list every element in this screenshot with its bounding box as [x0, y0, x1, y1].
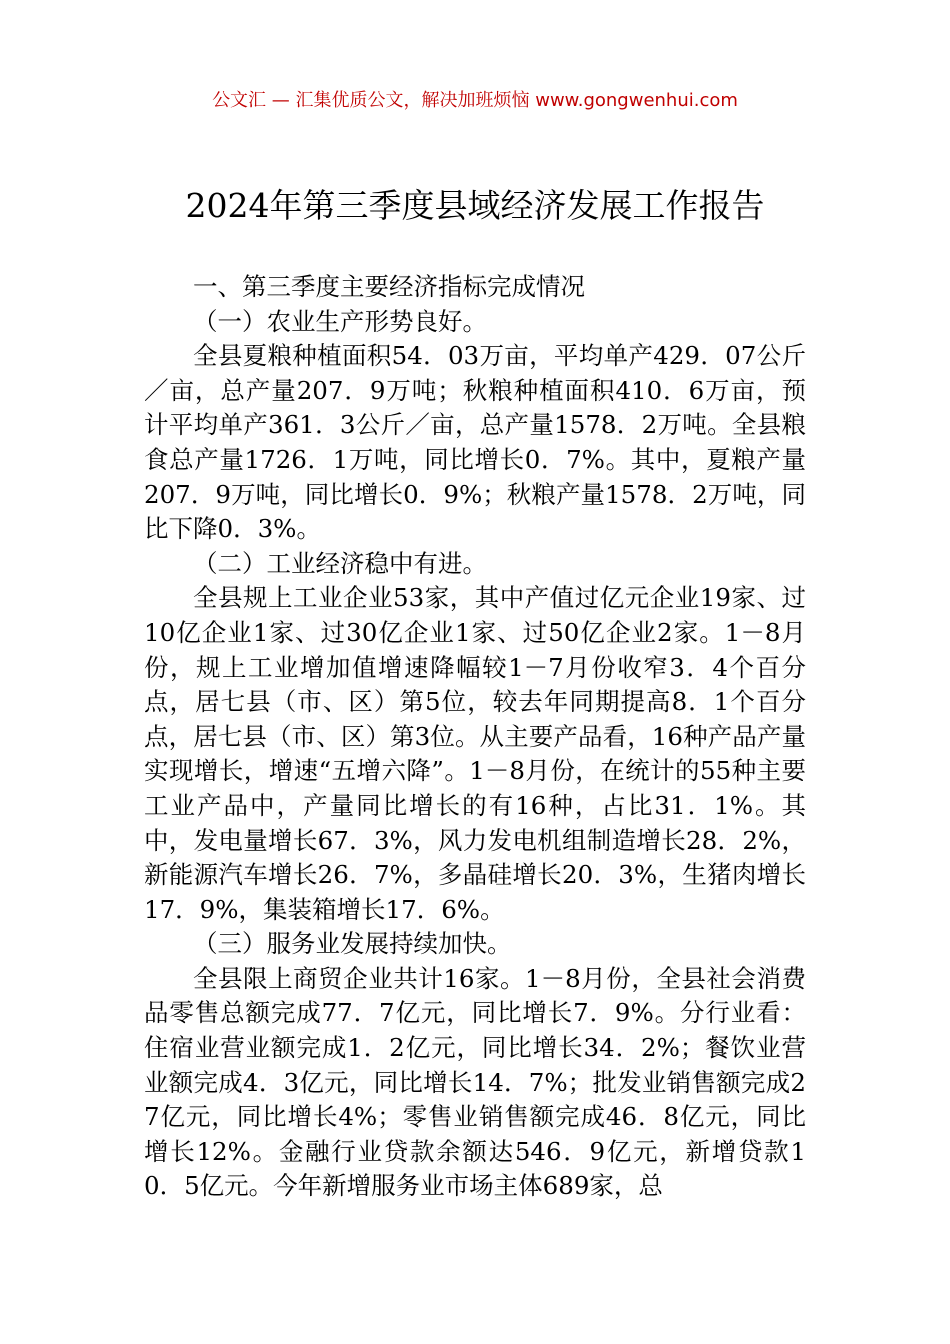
- document-body: [144, 270, 806, 1204]
- paragraph-industry: 全县规上工业企业53家，其中产值过亿元企业19家、过10亿企业1家、过30亿企业1家、过50亿企业2家。1－8月份，规上工业增加值增速降幅较1－7月份收窄3．4个百分点，居七县（市、区）第5位，较去年同期提高8．1个百分点，居七县（市、区）第3位。从主要产品看，16种产品产量实现增长，增速“五增六降”。1－8月份，在统计的55种主要工业产品中，产量同比增长的有16种，占比31．1%。其中，发电量增长67．3%，风力发电机组制造增长28．2%，新能源汽车增长26．7%，多晶硅增长20．3%，生猪肉增长17．9%，集装箱增长17．6%。: [144, 583, 806, 924]
- paragraph-agriculture: 全县夏粮种植面积54．03万亩，平均单产429．07公斤／亩，总产量207．9万吨；秋粮种植面积410．6万亩，预计平均单产361．3公斤／亩，总产量1578．2万吨。全县粮食总产量1726．1万吨，同比增长0．7%。其中，夏粮产量207．9万吨，同比增长0．9%；秋粮产量1578．2万吨，同比下降0．3%。: [144, 341, 806, 544]
- header-banner: 公文汇 — 汇集优质公文，解决加班烦恼 www.gongwenhui.com: [212, 90, 738, 111]
- section-heading: 一、第三季度主要经济指标完成情况: [193, 272, 585, 301]
- document-title: 2024年第三季度县域经济发展工作报告: [185, 186, 765, 225]
- subsection-heading-services: （三）服务业发展持续加快。: [193, 929, 512, 959]
- paragraph-services: 全县限上商贸企业共计16家。1－8月份，全县社会消费品零售总额完成77．7亿元，同比增长7．9%。分行业看：住宿业营业额完成1．2亿元，同比增长34．2%；餐饮业营业额完成4．3亿元，同比增长14．7%；批发业销售额完成27亿元，同比增长4%；零售业销售额完成46．8亿元，同比增长12%。金融行业贷款余额达546．9亿元，新增贷款10．5亿元。今年新增服务业市场主体689家，总: [144, 963, 806, 1201]
- subsection-heading-agriculture: （一）农业生产形势良好。: [193, 306, 487, 336]
- subsection-heading-industry: （二）工业经济稳中有进。: [193, 548, 487, 578]
